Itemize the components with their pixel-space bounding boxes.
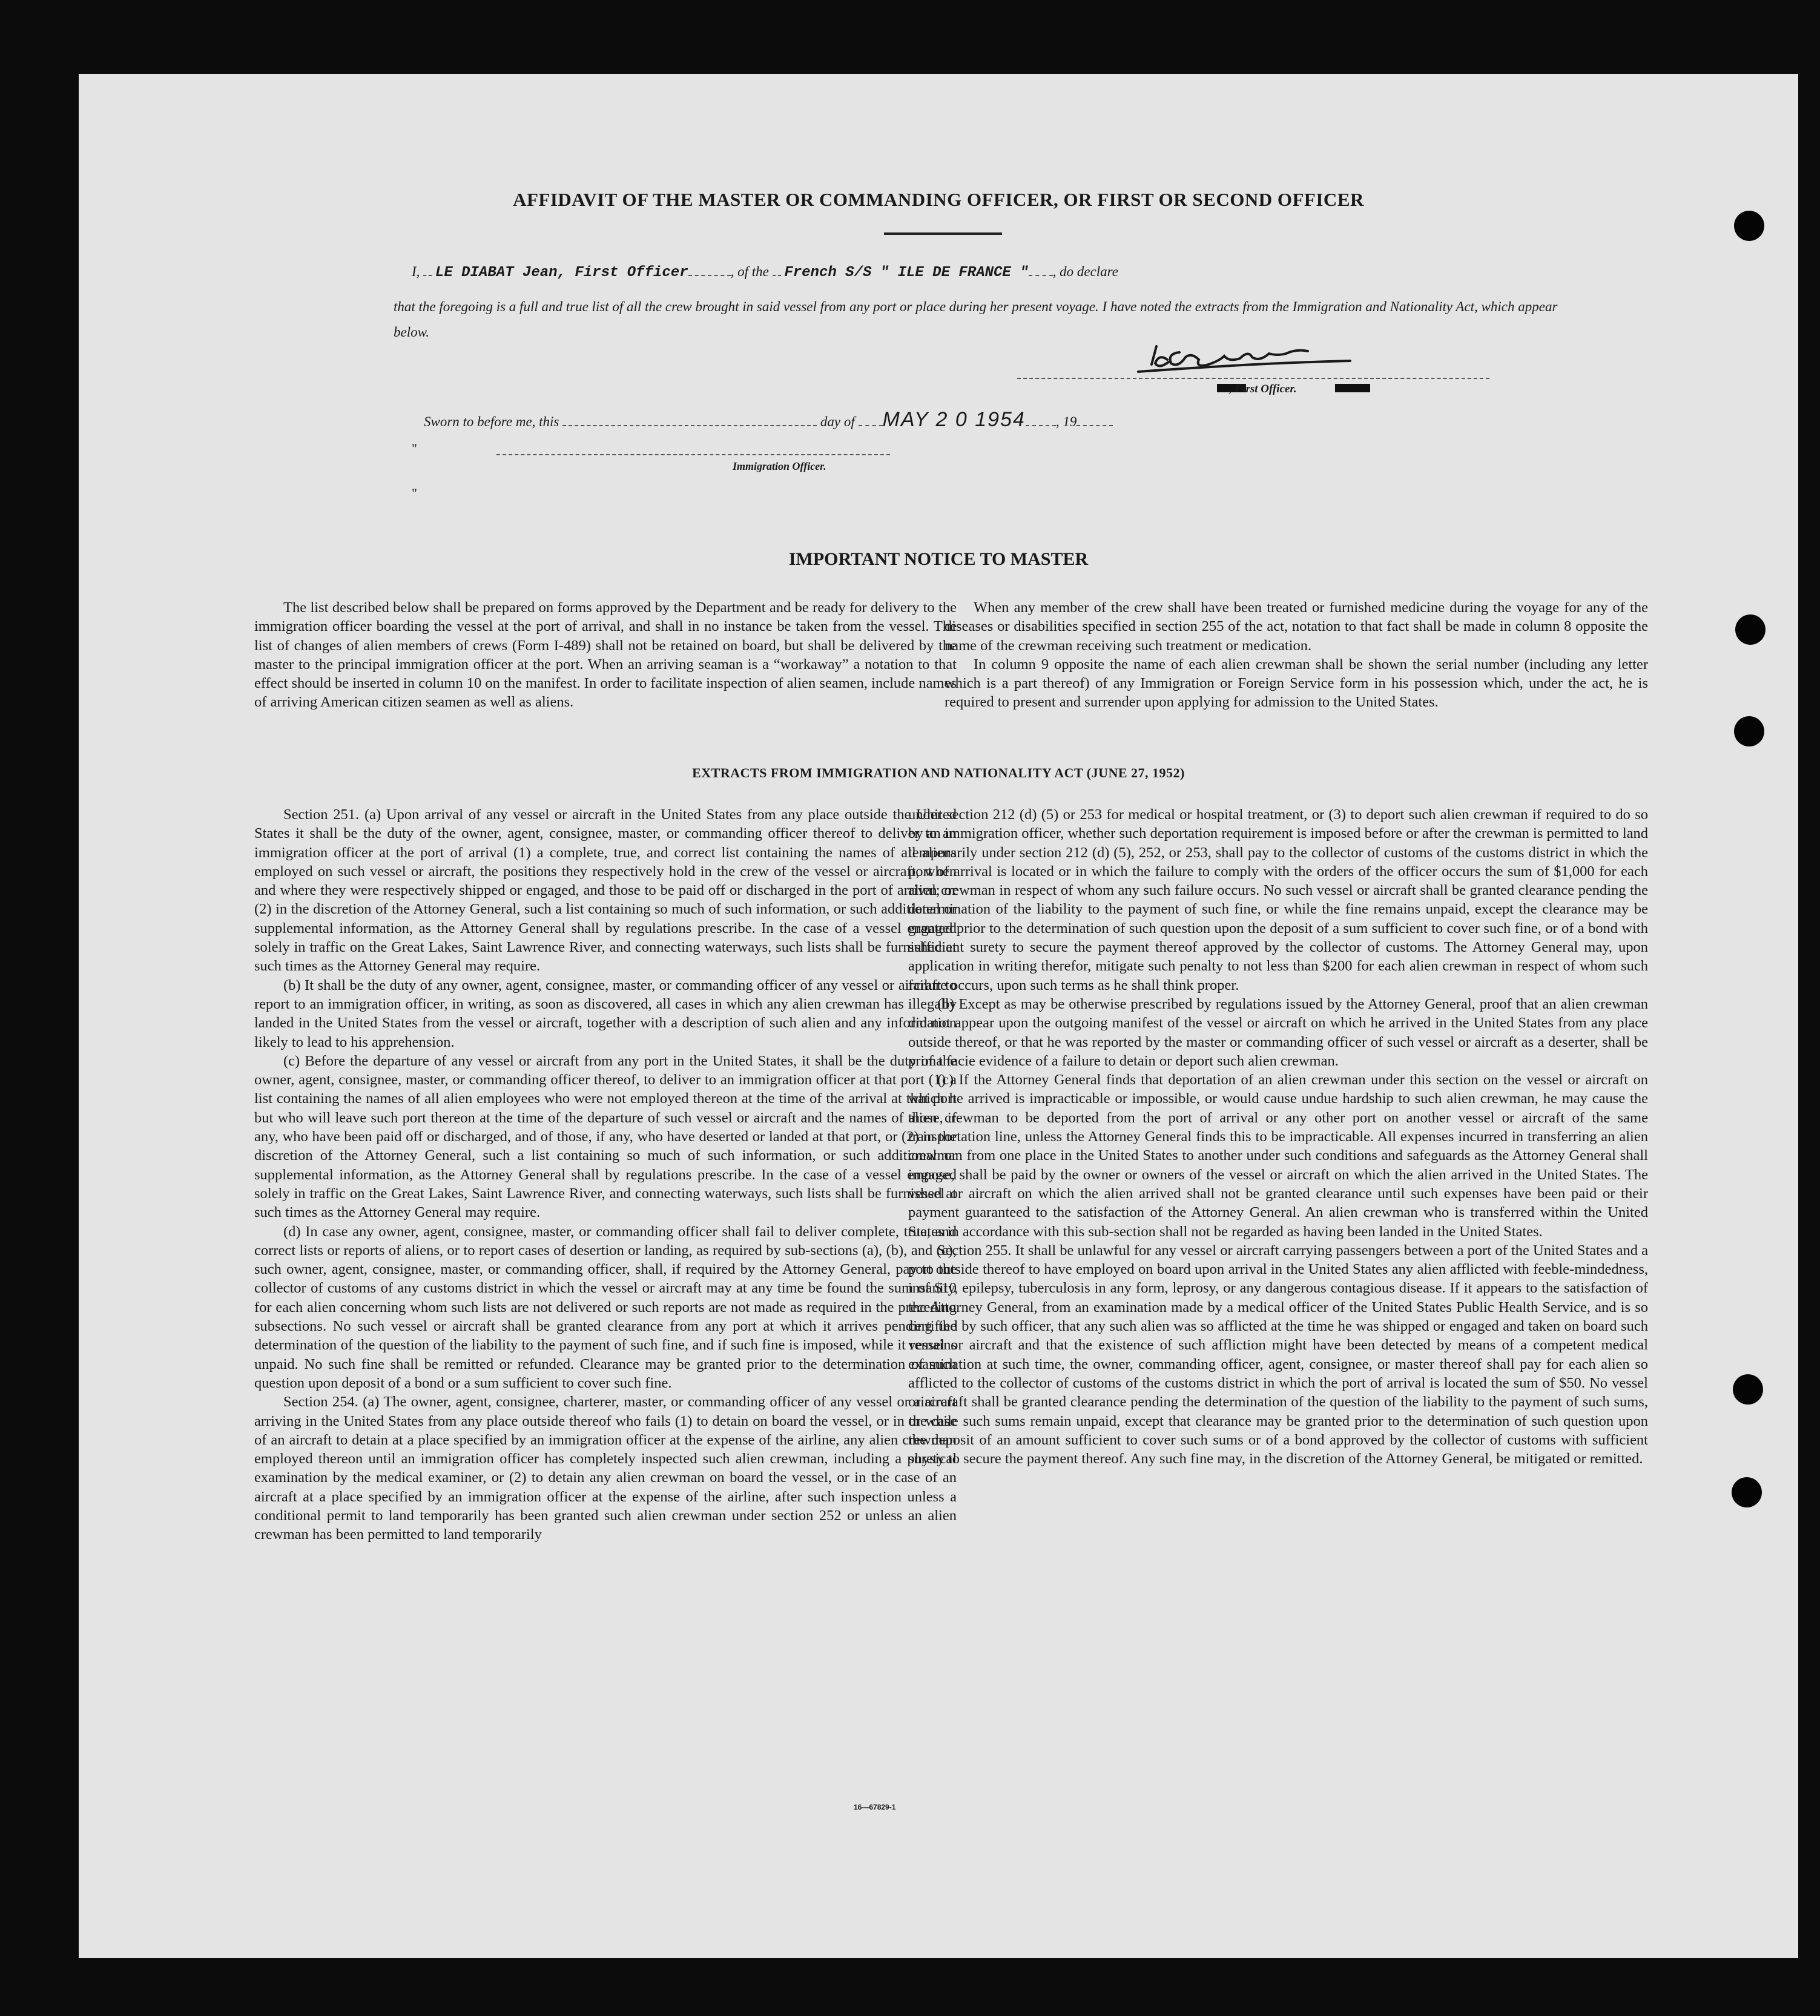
extracts-heading: EXTRACTS FROM IMMIGRATION AND NATIONALITY ACT (JUNE 27, 1952)	[692, 765, 1185, 780]
page-title: AFFIDAVIT OF THE MASTER OR COMMANDING OFFICER, OR FIRST OR SECOND OFFICER	[513, 189, 1364, 210]
form-code: 16—67829-1	[854, 1803, 896, 1811]
ditto-mark: "	[412, 486, 417, 501]
document-page	[79, 74, 1798, 1958]
notice-paragraph: The list described below shall be prepared on forms approved by the Department and be ready for delivery to the immigration officer boarding the vessel at the port of arrival, and shall in no instance be taken from the vessel. The list of changes of alien members of crews (Form I-489) shall not be retained on board, but shall be delivered by the master to the principal immigration officer at the port. When an arriving seaman is a “workaway” a notation to that effect should be inserted in column 10 on the manifest. In order to facilitate inspection of alien seamen, include names of arriving American citizen seamen as well as aliens.	[254, 599, 957, 711]
immigration-officer-line	[496, 454, 890, 455]
binder-hole	[1732, 1477, 1762, 1507]
binder-hole	[1734, 716, 1764, 746]
law-paragraph: Section 255. It shall be unlawful for any vessel or aircraft carrying passengers between a port of the United States and a port outside thereof to have employed on board upon arrival in the United States any alien afflicted with feeble-mindedness, insanity, epilepsy, tuberculosis in any form, leprosy, or any dangerous contagious disease. If it appears to the satisfaction of the Attorney General, from an examination made by a medical officer of the United States Public Health Service, and is so certified by such officer, that any such alien was so afflicted at the time he was shipped or engaged and taken on board such vessel or aircraft and that the existence of such affliction might have been detected by means of a competent medical examination at such time, the owner, commanding officer, agent, consignee, or master thereof shall pay for each alien so afflicted to the collector of customs of the customs district in which the port of arrival is located the sum of $50. No vessel or aircraft shall be granted clearance pending the determination of the question of the liability to the payment of such sums, or while such sums remain unpaid, except that clearance may be granted prior to the determination of such question upon the deposit of an amount sufficient to cover such sums or of a bond approved by the collector of customs with sufficient surety to secure the payment thereof. Any such fine may, in the discretion of the Attorney General, be mitigated or remitted.	[908, 1242, 1648, 1468]
officer-signature	[1132, 334, 1447, 383]
extracts-right-column	[908, 805, 1648, 1468]
ditto-mark: "	[412, 441, 417, 456]
binder-hole	[1735, 614, 1766, 645]
extracts-left-column	[254, 805, 957, 1544]
notice-left-column	[254, 598, 957, 712]
binder-hole	[1734, 211, 1764, 241]
title-rule	[884, 232, 1002, 235]
signature-line	[1017, 378, 1489, 379]
law-paragraph: Section 251. (a) Upon arrival of any vessel or aircraft in the United States from any place outside the United States it shall be the duty of the owner, agent, consignee, master, or commanding officer thereof to deliver to an immigration officer at the port of arrival (1) a complete, true, and correct list containing the names of all aliens employed on such vessel or aircraft, the positions they respectively hold in the crew of the vessel or aircraft, when and where they were respectively shipped or engaged, and those to be paid off or discharged in the port of arrival; or (2) in the discretion of the Attorney General, such a list containing so much of such information, or such additional or supplemental information, as the Attorney General shall by regulations prescribe. In the case of a vessel engaged solely in traffic on the Great Lakes, Saint Lawrence River, and connecting waterways, such lists shall be furnished at such times as the Attorney General may require.	[254, 806, 957, 975]
signature-label: , First Officer.	[1229, 383, 1297, 395]
declaration-text: that the foregoing is a full and true list of all the crew brought in said vessel from any port or place during her present voyage. I have noted the extracts from the Immigration and Nationality Act, which appear below.	[394, 299, 1558, 340]
notice-heading: IMPORTANT NOTICE TO MASTER	[788, 549, 1089, 569]
vessel-name: French S/S " ILE DE FRANCE "	[784, 265, 1029, 281]
date-stamp: MAY 2 0 1954	[882, 408, 1026, 431]
law-paragraph: (c) Before the departure of any vessel or aircraft from any port in the United States, it shall be the duty of the owner, agent, consignee, master, or commanding officer thereof, to deliver to an immigration officer at that port (1) a list containing the names of all alien employees who were not employed thereon at the time of the arrival at that port but who will leave such port thereon at the time of the departure of such vessel or aircraft and the names of those, if any, who have been paid off or discharged, and of those, if any, who have deserted or landed at that port, or (2) in the discretion of the Attorney General, such a list containing so much of such information, or such additional or supplemental information, as the Attorney General shall by regulations prescribe. In the case of a vessel engaged solely in traffic on the Great Lakes, Saint Lawrence River, and connecting waterways, such lists shall be furnished at such times as the Attorney General may require.	[254, 1052, 957, 1221]
law-paragraph: under section 212 (d) (5) or 253 for medical or hospital treatment, or (3) to deport such alien crewman if required to do so by an immigration officer, whether such deportation requirement is imposed before or after the crewman is permitted to land temporarily under section 212 (d) (5), 252, or 253, shall pay to the collector of customs of the customs district in which the port of arrival is located or in which the failure to comply with the orders of the officer occurs the sum of $1,000 for each alien crewman in respect of whom any such failure occurs. No such vessel or aircraft shall be granted clearance pending the determination of the liability to the payment of such fine, or while the fine remains unpaid, except the clearance may be granted prior to the determination of such question upon the deposit of a sum sufficient to cover such fine, or of a bond with sufficient surety to secure the payment thereof approved by the collector of customs. The Attorney General may, upon application in writing therefor, mitigate such penalty to not less than $200 for each alien crewman in respect of whom such failure occurs, upon such terms as he shall think proper.	[908, 806, 1648, 993]
law-paragraph: (d) In case any owner, agent, consignee, master, or commanding officer shall fail to deliver complete, true, and correct lists or reports of aliens, or to report cases of desertion or landing, as required by sub-sections (a), (b), and (c), such owner, agent, consignee, master, or commanding officer, shall, if required by the Attorney General, pay to the collector of customs of any customs district in which the vessel or aircraft may at any time be found the sum of $10 for each alien concerning whom such lists are not delivered or such reports are not made as required in the preceding subsections. No such vessel or aircraft shall be granted clearance from any port at which it arrives pending the determination of the question of the liability to the payment of such fine, and if such fine is imposed, while it remains unpaid. No such fine shall be remitted or refunded. Clearance may be granted prior to the determination of such question upon deposit of a bond or a sum sufficient to cover such fine.	[254, 1223, 957, 1391]
officer-name: LE DIABAT Jean, First Officer	[435, 265, 688, 281]
sworn-day-of: day of	[820, 414, 855, 429]
notice-paragraph: When any member of the crew shall have been treated or furnished medicine during the voyage for any of the diseases or disabilities specified in section 255 of the act, notation to that fact shall be made in column 8 opposite the name of the crewman receiving such treatment or medication.	[945, 599, 1648, 654]
year-prefix: , 19	[1055, 414, 1077, 429]
declaration-line	[412, 264, 1118, 281]
law-paragraph: (b) It shall be the duty of any owner, agent, consignee, master, or commanding officer of any vessel or aircraft to report to an immigration officer, in writing, as soon as discovered, all cases in which any alien crewman has illegally landed in the United States from the vessel or aircraft, together with a description of such alien and any information likely to lead to his apprehension.	[254, 977, 957, 1050]
redaction-mark	[1335, 384, 1370, 392]
notice-right-column	[945, 598, 1648, 712]
sworn-line	[424, 408, 1113, 432]
immigration-officer-label: Immigration Officer.	[733, 460, 826, 472]
law-paragraph: (c) If the Attorney General finds that deportation of an alien crewman under this section on the vessel or aircraft on which he arrived is impracticable or impossible, or would cause undue hardship to such alien crewman, he may cause the alien crewman to be deported from the port of arrival or any other port on another vessel or aircraft of the same transportation line, unless the Attorney General finds this to be impracticable. All expenses incurred in transferring an alien crewman from one place in the United States to another under such conditions and safeguards as the Attorney General shall impose, shall be paid by the owner or owners of the vessel or aircraft on which the alien arrived in the United States. The vessel or aircraft on which the alien arrived shall not be granted clearance until such expenses have been paid or their payment guaranteed to the satisfaction of the Attorney General. An alien crewman who is transferred within the United States in accordance with this sub-section shall not be regarded as having been landed in the United States.	[908, 1072, 1648, 1240]
declaration-of-the: , of the	[730, 264, 769, 279]
binder-hole	[1733, 1374, 1763, 1405]
declaration-prefix: I,	[412, 264, 420, 279]
sworn-label: Sworn to before me, this	[424, 414, 559, 429]
law-paragraph: (b) Except as may be otherwise prescribed by regulations issued by the Attorney General, proof that an alien crewman did not appear upon the outgoing manifest of the vessel or aircraft on which he arrived in the United States from any place outside thereof, or that he was reported by the master or commanding officer of such vessel or aircraft as a deserter, shall be prima facie evidence of a failure to detain or deport such alien crewman.	[908, 995, 1648, 1069]
declaration-do-declare: , do declare	[1052, 264, 1118, 279]
notice-paragraph: In column 9 opposite the name of each alien crewman shall be shown the serial number (including any letter which is a part thereof) of any Immigration or Foreign Service form in his possession which, under the act, he is required to present and surrender upon applying for admission to the United States.	[945, 656, 1648, 711]
law-paragraph: Section 254. (a) The owner, agent, consignee, charterer, master, or commanding officer of any vessel or aircraft arriving in the United States from any place outside thereof who fails (1) to detain on board the vessel, or in the case of an aircraft to detain at a place specified by an immigration officer at the expense of the airline, any alien crewman employed thereon until an immigration officer has completely inspected such alien crewman, including a physical examination by the medical examiner, or (2) to detain any alien crewman on board the vessel, or in the case of an aircraft at a place specified by an immigration officer at the expense of the airline, after such inspection unless a conditional permit to land temporarily has been granted such alien crewman under section 252 or unless an alien crewman has been permitted to land temporarily	[254, 1394, 957, 1543]
